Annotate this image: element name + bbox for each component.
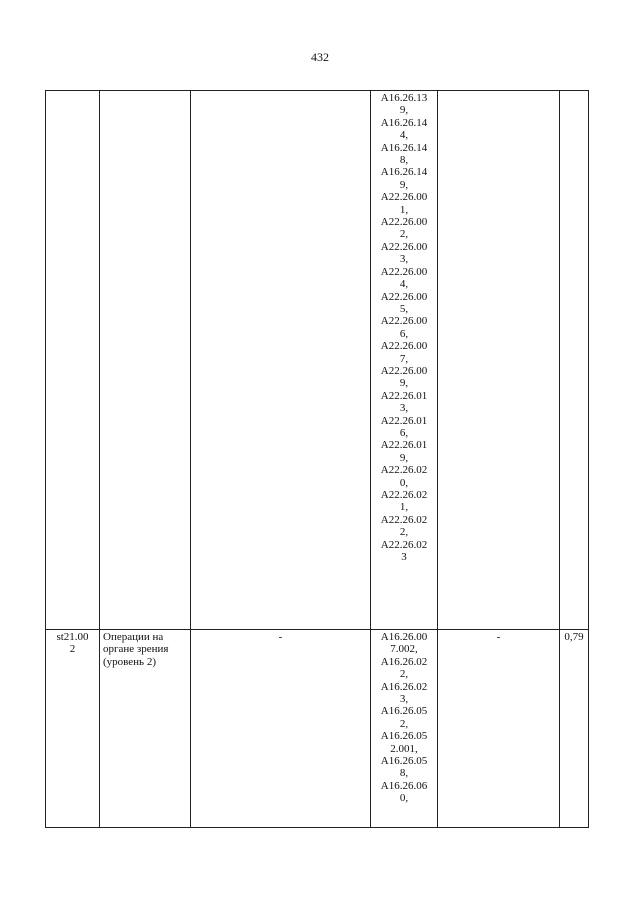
service-code-line: A16.26.14 (380, 166, 428, 179)
service-code-line: A16.26.13 (380, 92, 428, 104)
coefficient-cell (560, 91, 589, 630)
group-name (103, 631, 190, 668)
service-code-line: 2.001, (390, 742, 418, 755)
col5-cell (438, 91, 560, 630)
service-code-line: A22.26.01 (380, 439, 428, 452)
group-name-line: Операции на (103, 631, 164, 643)
service-code-line: A16.26.02 (380, 655, 428, 668)
service-code-line: A22.26.02 (380, 489, 428, 501)
service-code-line: 0, (399, 476, 409, 489)
service-code-line: 3 (401, 551, 407, 564)
service-code-line: 1, (399, 501, 409, 514)
coefficient-value: 0,79 (564, 631, 584, 643)
coefficient-cell (560, 630, 589, 828)
service-code-line: A22.26.02 (380, 538, 428, 551)
service-code-line: 9, (399, 178, 409, 191)
group-code-line: 2 (69, 643, 76, 656)
service-codes-cell (371, 91, 438, 630)
service-code-line: A22.26.00 (380, 364, 428, 377)
service-codes-list (371, 92, 437, 563)
service-code-line: 5, (399, 302, 409, 315)
col3-cell (191, 91, 371, 630)
service-code-line: 9, (399, 104, 409, 117)
service-code-line: 4, (399, 278, 409, 291)
service-code-line: 1, (399, 203, 409, 216)
service-code-line: A22.26.00 (380, 265, 428, 278)
service-code-line: A22.26.00 (380, 191, 428, 204)
col5-value: - (496, 631, 501, 643)
service-code-line: 0, (399, 792, 409, 805)
page-number: 432 (311, 50, 329, 64)
code-cell (46, 630, 100, 828)
service-code-line: A16.26.05 (380, 755, 428, 768)
service-code-line: A22.26.01 (380, 414, 428, 427)
service-code-line: A22.26.00 (380, 290, 428, 303)
service-code-line: A22.26.02 (380, 464, 428, 477)
service-code-line: 4, (399, 129, 409, 142)
service-code-line: A16.26.05 (380, 730, 428, 743)
service-code-line: A22.26.00 (380, 216, 428, 229)
service-code-line: 2, (399, 526, 409, 539)
service-code-line: 7.002, (390, 643, 418, 656)
service-code-line: A16.26.02 (380, 680, 428, 693)
table-row-continued (46, 91, 589, 630)
group-name-line: (уровень 2) (103, 655, 156, 668)
group-name-line: органе зрения (103, 643, 169, 656)
service-code-line: 6, (399, 426, 409, 439)
service-code-line: 2, (399, 228, 409, 241)
service-code-line: 3, (399, 402, 409, 415)
service-code-line: 3, (399, 693, 409, 706)
service-code-line: A22.26.01 (380, 389, 428, 402)
service-code-line: 2, (399, 717, 409, 730)
service-code-line: 8, (399, 767, 409, 780)
service-code-line: 3, (399, 253, 409, 266)
service-code-line: A16.26.05 (380, 705, 428, 718)
col3-value: - (278, 631, 283, 643)
group-code (46, 631, 99, 656)
service-code-line: A22.26.00 (380, 340, 428, 353)
service-code-line: 6, (399, 327, 409, 340)
service-code-line: A16.26.14 (380, 116, 428, 129)
service-code-line: A22.26.02 (380, 513, 428, 526)
service-code-line: 8, (399, 154, 409, 167)
service-code-line: 9, (399, 451, 409, 464)
service-code-line: A16.26.14 (380, 141, 428, 154)
service-code-line: A22.26.00 (380, 240, 428, 253)
service-codes-cell (371, 630, 438, 828)
col3-cell (191, 630, 371, 828)
code-cell (46, 91, 100, 630)
table-row-st21-002 (46, 630, 589, 828)
service-code-line: 9, (399, 377, 409, 390)
service-code-line: 7, (399, 352, 409, 365)
service-code-line: A22.26.00 (380, 315, 428, 328)
service-code-line: A16.26.06 (380, 779, 428, 792)
name-cell (100, 91, 191, 630)
service-codes-list (371, 631, 437, 805)
tariff-table (45, 90, 589, 828)
service-code-line: 2, (399, 668, 409, 681)
name-cell (100, 630, 191, 828)
col5-cell (438, 630, 560, 828)
group-code-line: st21.00 (56, 631, 89, 643)
service-code-line: A16.26.00 (380, 631, 428, 643)
